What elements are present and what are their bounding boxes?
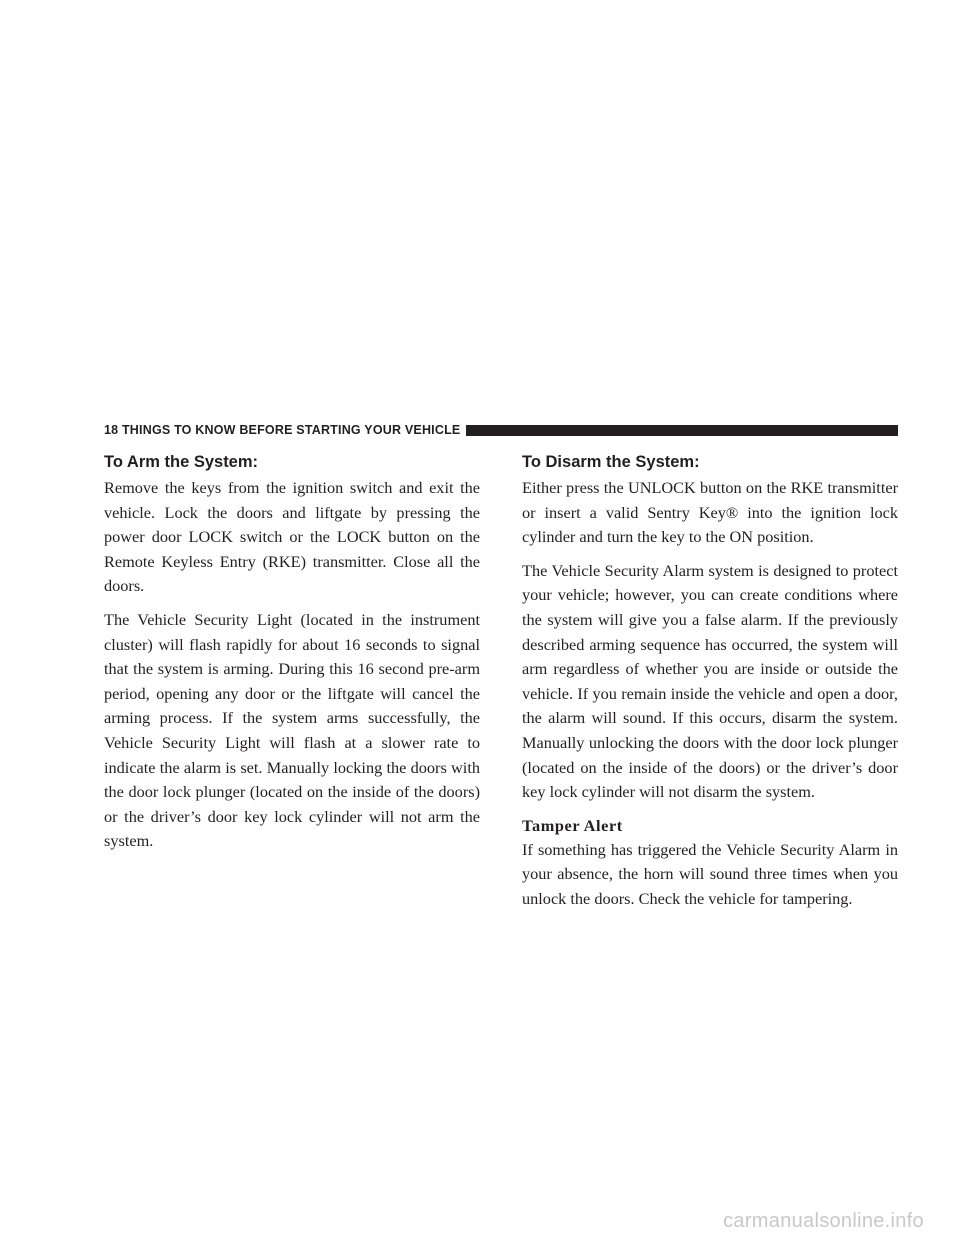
arm-paragraph-2: The Vehicle Security Light (located in the instrument cluster) will flash rapidly for about 16 seconds to signal that the system is arming. During this 16 second pre-arm period, opening any door or the liftgate will cancel the arming process. If the system arms successfully, the Vehicle Security Light will flash at a slower rate to indicate the alarm is set. Manually locking the doors with the door lock plunger (located on the inside of the doors) or the driver’s door key lock cylinder will not arm the system.: [104, 609, 480, 851]
header-rule: [466, 425, 898, 436]
disarm-heading: To Disarm the System:: [522, 453, 700, 471]
disarm-paragraph-1: Either press the UNLOCK button on the RKE transmitter or insert a valid Sentry Key® into the ignition lock cylinder and turn the key to the ON position.: [522, 478, 898, 547]
right-column: [522, 452, 898, 921]
tamper-alert-paragraph: If something has triggered the Vehicle Security Alarm in your absence, the horn will sound three times when you unlock the doors. Check the vehicle for tampering.: [522, 839, 898, 908]
site-watermark: carmanualsonline.info: [723, 1210, 924, 1232]
arm-heading: To Arm the System:: [104, 453, 259, 471]
page-header-text: 18 THINGS TO KNOW BEFORE STARTING YOUR VEHICLE: [104, 423, 461, 437]
disarm-paragraph-2: The Vehicle Security Alarm system is designed to protect your vehicle; however, you can create conditions where the system will give you a false alarm. If the previously described arming sequence has occurred, the system will arm regardless of whether you are inside or outside the vehicle. If you remain inside the vehicle and open a door, the alarm will sound. If this occurs, disarm the system. Manually unlocking the doors with the door lock plunger (located on the inside of the doors) or the driver’s door key lock cylinder will not disarm the system.: [522, 560, 898, 802]
page-header: [104, 420, 898, 440]
tamper-alert-subheading: Tamper Alert: [522, 815, 623, 835]
arm-paragraph-1: Remove the keys from the ignition switch and exit the vehicle. Lock the doors and liftgate by pressing the power door LOCK switch or the LOCK button on the Remote Keyless Entry (RKE) transmitter. Close all the doors.: [104, 478, 480, 596]
left-column: [104, 452, 480, 863]
